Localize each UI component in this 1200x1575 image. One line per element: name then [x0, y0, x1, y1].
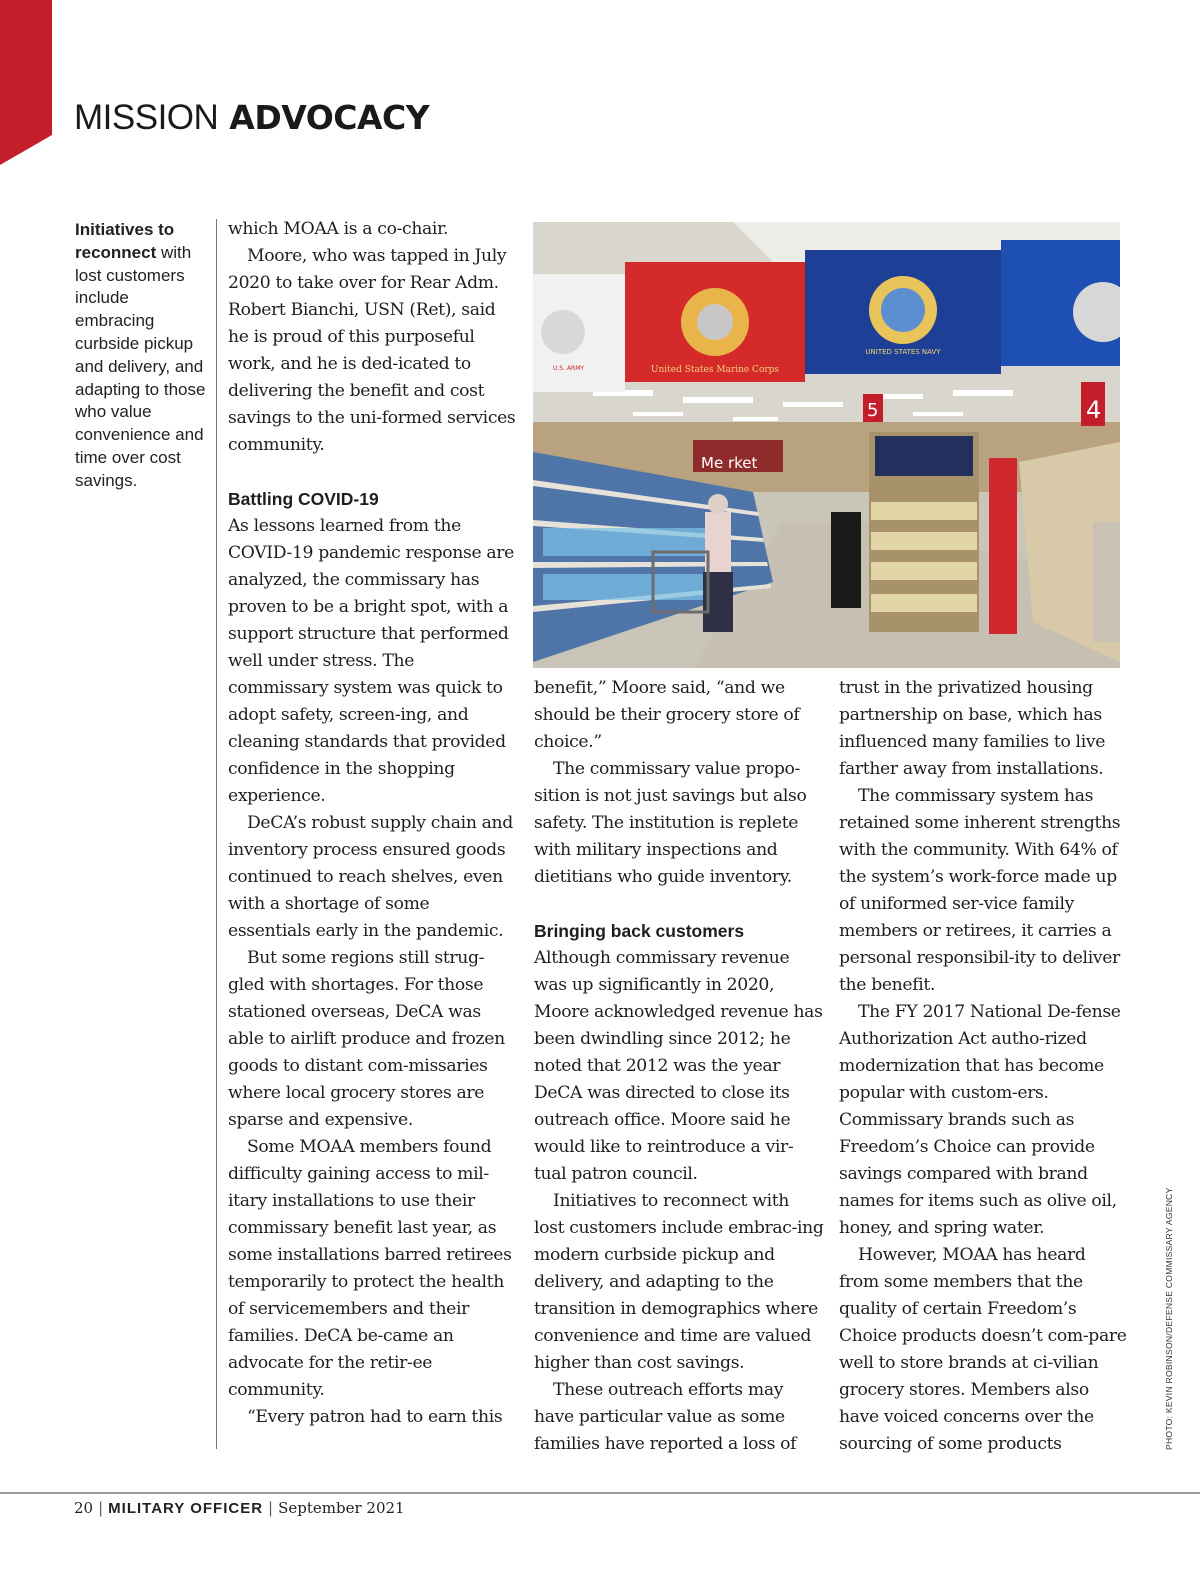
aisle-sign-left: 5 — [867, 400, 879, 421]
paragraph: Some MOAA members found difficulty gaining access to mil-itary installations to use their commissary benefit last year, as some installations barred retirees temporarily to protect the health of servicemembers and their families. DeCA be-came an advocate for the retir-ee community. — [228, 1137, 512, 1400]
store-sign: Me rket — [701, 454, 758, 472]
paragraph: The commissary value propo-sition is not just savings but also safety. The institution is replete with military inspections and dietitians who guide inventory. — [534, 759, 807, 887]
section-title-light: MISSION — [74, 98, 219, 137]
marine-flag-text: United States Marine Corps — [650, 365, 780, 375]
subheading-battling-covid: Battling COVID-19 — [228, 489, 379, 509]
army-flag-text: U.S. ARMY — [553, 365, 585, 372]
paragraph: benefit,” Moore said, “and we should be their grocery store of choice.” — [534, 678, 800, 752]
pull-quote — [75, 219, 207, 493]
paragraph: The FY 2017 National De-fense Authorization Act autho-rized modernization that has become popular with custom-ers. Commissary brands such as Freedom’s Choice can provide savings compared with brand names for items such as olive oil, honey, and spring water. — [839, 1002, 1121, 1238]
navy-flag-text: UNITED STATES NAVY — [865, 348, 941, 356]
paragraph: DeCA’s robust supply chain and inventory process ensured goods continued to reach shelves, even with a shortage of some essentials early in the pandemic. — [228, 813, 513, 941]
subheading-bringing-back-customers: Bringing back customers — [534, 921, 745, 941]
magazine-name: MILITARY OFFICER — [108, 1500, 264, 1517]
aisle-sign-right: 4 — [1086, 396, 1102, 424]
paragraph: These outreach efforts may have particular value as some families have reported a loss of — [534, 1380, 797, 1454]
article-column-3 — [839, 675, 1129, 1458]
paragraph: “Every patron had to earn this — [247, 1407, 503, 1427]
section-corner-tab — [0, 0, 52, 165]
pull-quote-text: with lost customers include embracing curbside pickup and delivery, and adapting to those who value convenience and time over cost savings. — [75, 242, 206, 490]
paragraph: However, MOAA has heard from some members that the quality of certain Freedom’s Choice products doesn’t com-pare well to store brands at ci-vilian grocery stores. Members also have voiced concerns over the sourcing of some products — [839, 1245, 1127, 1454]
article-column-2 — [534, 675, 824, 1458]
issue-date: September 2021 — [278, 1499, 405, 1517]
paragraph: trust in the privatized housing partnership on base, which has influenced many families to live farther away from installations. — [839, 678, 1106, 779]
paragraph: Initiatives to reconnect with lost customers include embrac-ing modern curbside pickup and delivery, and adapting to the transition in demographics where convenience and time are valued higher than cost savings. — [534, 1191, 824, 1373]
paragraph: Moore, who was tapped in July 2020 to take over for Rear Adm. Robert Bianchi, USN (Ret), said he is proud of this purposeful work, and he is ded-icated to delivering the benefit and cost savings to the uni-formed services community. — [228, 246, 516, 455]
section-title — [74, 96, 429, 140]
paragraph: Although commissary revenue was up significantly in 2020, Moore acknowledged revenue has been dwindling since 2012; he noted that 2012 was the year DeCA was directed to close its outreach office. Moore said he would like to reintroduce a vir-tual patron council. — [534, 948, 823, 1184]
pull-quote-lead: Initiatives to reconnect — [75, 220, 175, 262]
paragraph: But some regions still strug-gled with shortages. For those stationed overseas, DeCA was able to airlift produce and frozen goods to distant com-missaries where local grocery stores are sparse and expensive. — [228, 948, 505, 1130]
paragraph: The commissary system has retained some inherent strengths with the community. With 64% of the system’s work-force made up of uniformed ser-vice family members or retirees, it carries a personal responsibil-ity to deliver the benefit. — [839, 786, 1121, 995]
pull-quote-divider — [216, 219, 217, 1449]
article-column-1 — [228, 216, 516, 1431]
paragraph: which MOAA is a co-chair. — [228, 219, 449, 239]
footer-rule — [0, 1492, 1200, 1494]
commissary-photo — [533, 222, 1120, 668]
photo-credit: PHOTO: KEVIN ROBINSON/DEFENSE COMMISSARY AGENCY — [1164, 1187, 1174, 1450]
section-title-bold: ADVOCACY — [229, 98, 430, 137]
page-footer: 20 | MILITARY OFFICER | September 2021 — [74, 1499, 405, 1517]
page-number: 20 — [74, 1499, 94, 1517]
paragraph: As lessons learned from the COVID-19 pandemic response are analyzed, the commissary has proven to be a bright spot, with a support structure that performed well under stress. The commissary system was quick to adopt safety, screen-ing, and cleaning standards that provided confidence in the shopping experience. — [228, 516, 514, 806]
